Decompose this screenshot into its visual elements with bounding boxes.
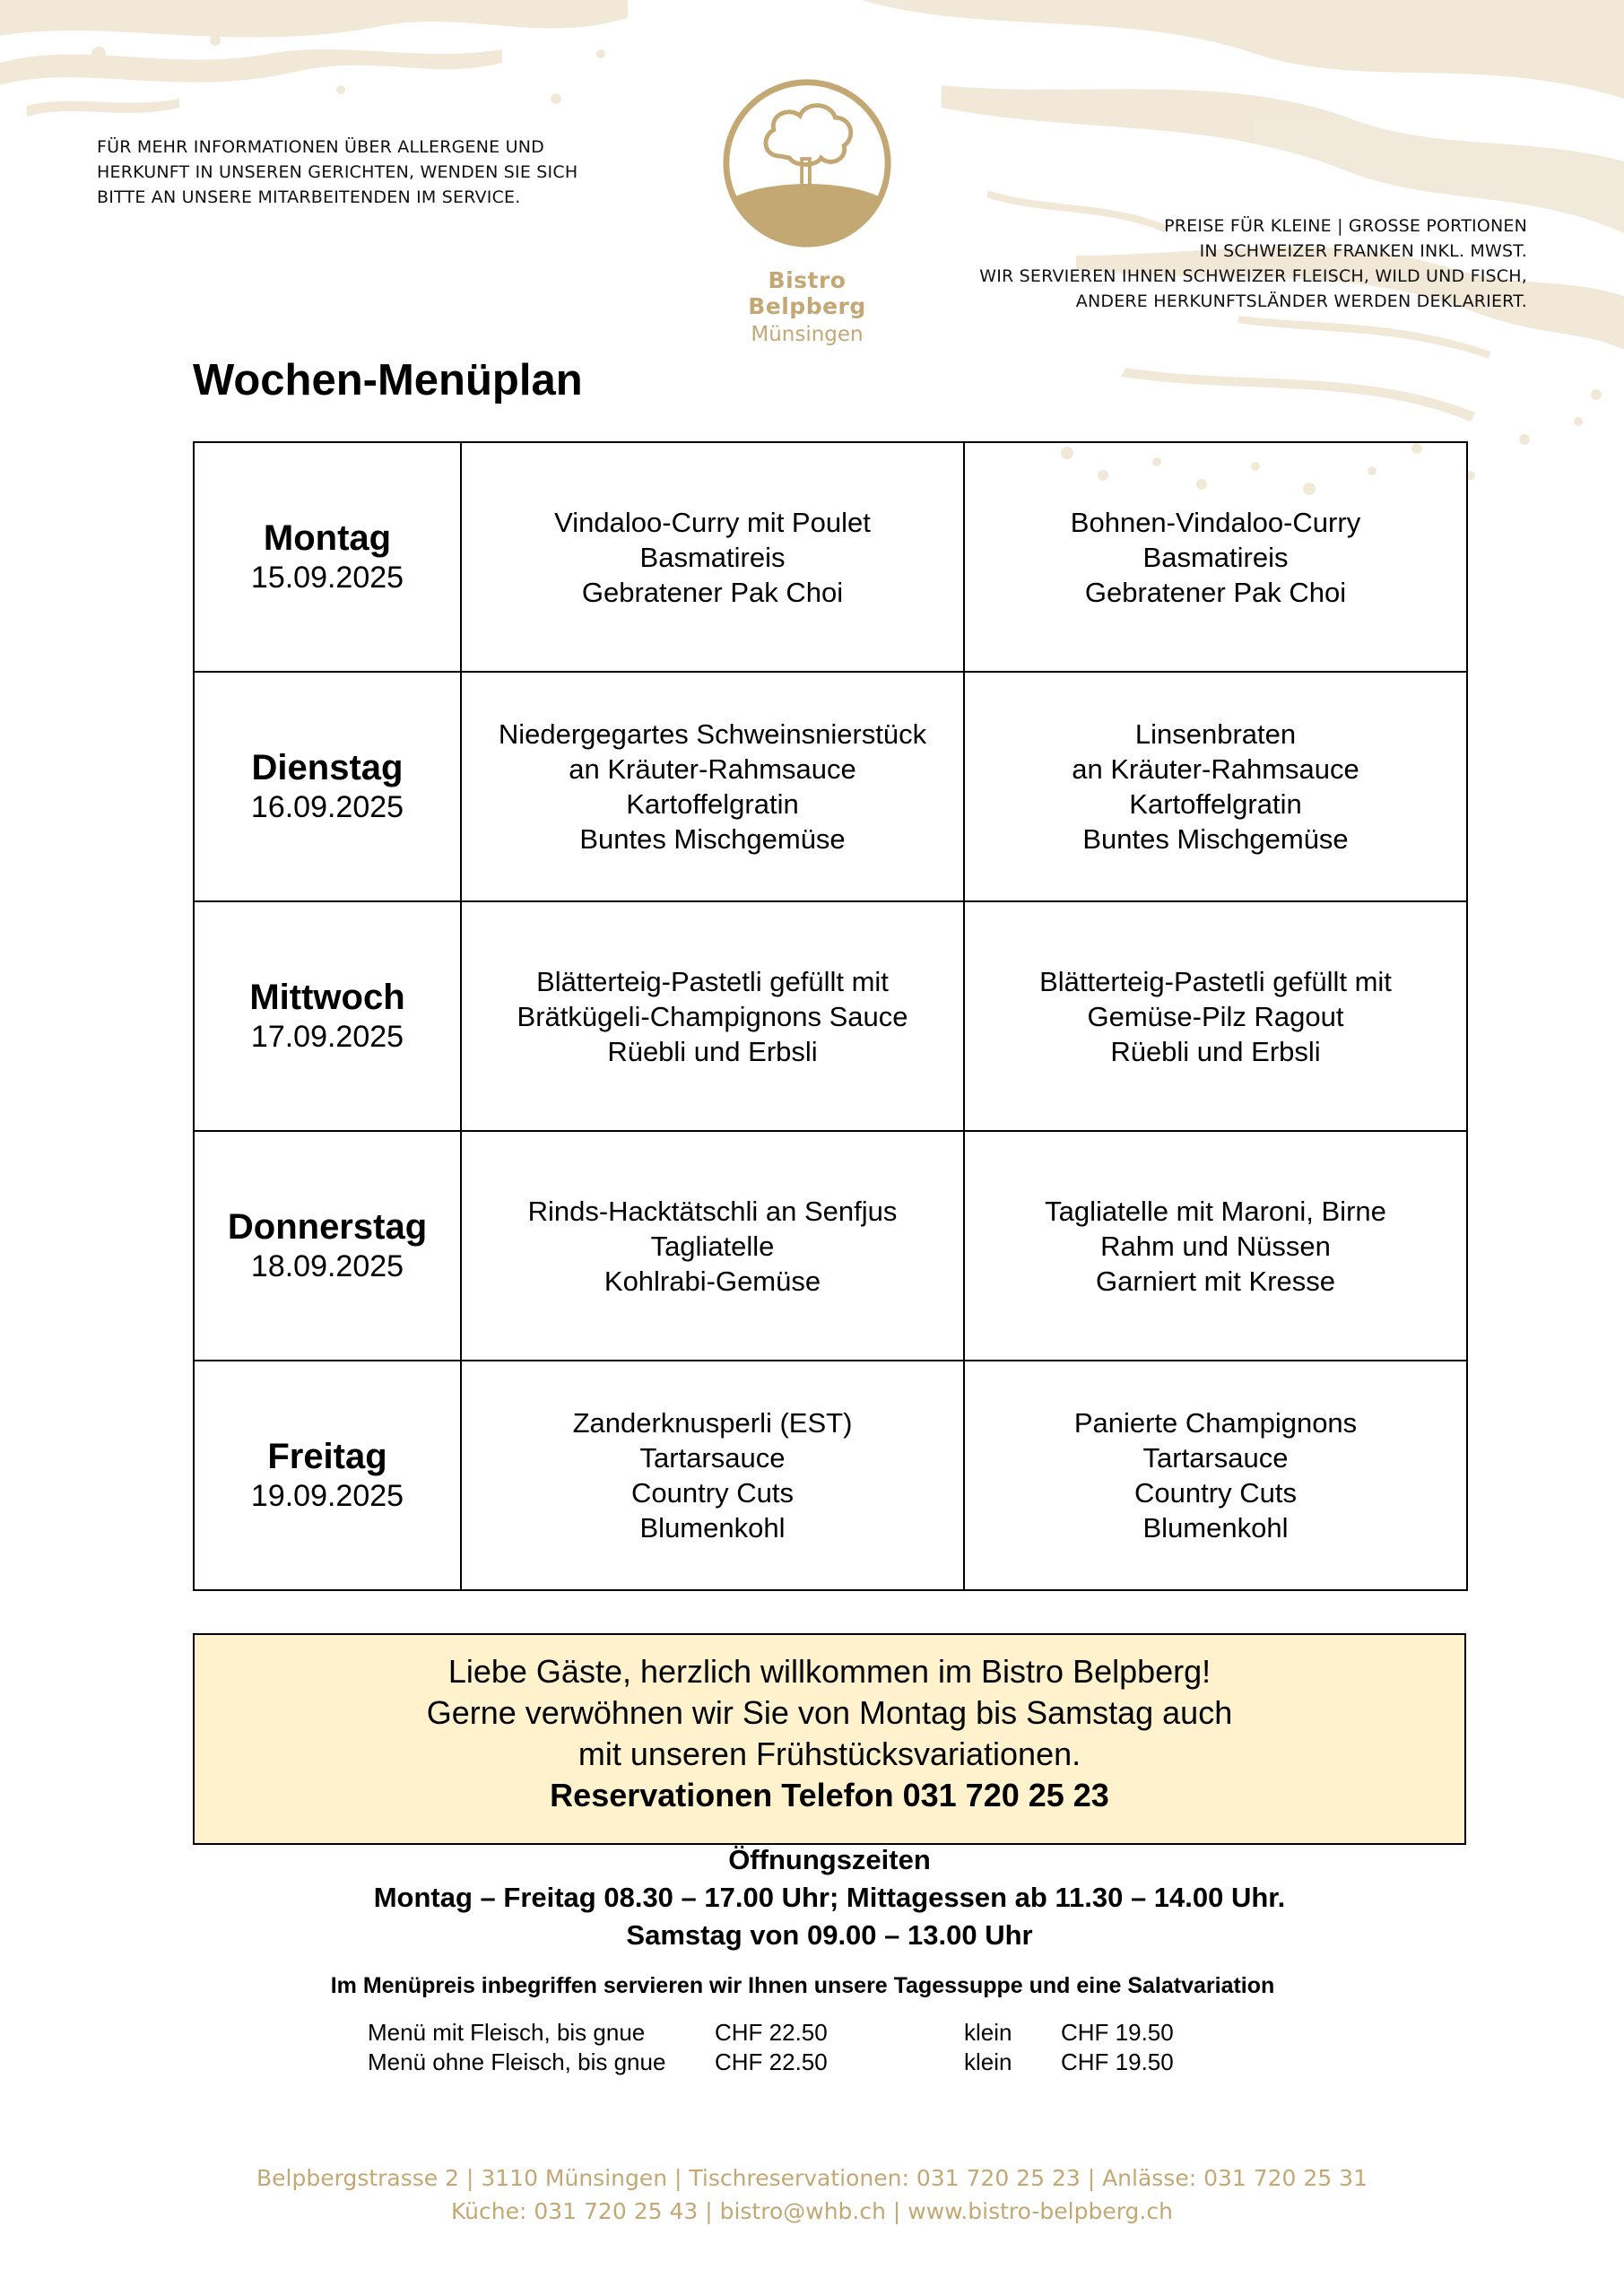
opening-hours-weekdays: Montag – Freitag 08.30 – 17.00 Uhr; Mittagessen ab 11.30 – 14.00 Uhr.: [373, 1882, 1286, 1913]
weekly-menu-table: [193, 441, 1468, 1591]
footer-contact-line: Küche: 031 720 25 43 | bistro@whb.ch | www.bistro-belpberg.ch: [451, 2198, 1173, 2224]
day-cell: [194, 1361, 461, 1590]
footer-contact: [0, 2161, 1624, 2228]
meat-menu-cell: Blätterteig-Pastetli gefüllt mit Brätkügeli-Champignons Sauce Rüebli und Erbsli: [461, 901, 964, 1131]
vegetarian-menu-cell: Linsenbraten an Kräuter-Rahmsauce Kartoffelgratin Buntes Mischgemüse: [964, 672, 1467, 901]
day-name: Freitag: [267, 1437, 387, 1476]
meat-menu-cell: Niedergegartes Schweinsnierstück an Kräuter-Rahmsauce Kartoffelgratin Buntes Mischgemüse: [461, 672, 964, 901]
allergen-note: FÜR MEHR INFORMATIONEN ÜBER ALLERGENE UND HERKUNFT IN UNSEREN GERICHTEN, WENDEN SIE SICH BITTE AN UNSERE MITARBEITENDEN IM SERVICE.: [97, 137, 578, 207]
reservation-phone: Reservationen Telefon 031 720 25 23: [550, 1777, 1109, 1813]
opening-hours-saturday: Samstag von 09.00 – 13.00 Uhr: [626, 1919, 1033, 1951]
day-name: Dienstag: [251, 748, 404, 787]
day-cell: [194, 901, 461, 1131]
day-date: 15.09.2025: [250, 561, 404, 595]
day-cell: [194, 442, 461, 672]
logo-location: Münsingen: [751, 323, 864, 346]
vegetarian-menu-cell: Tagliatelle mit Maroni, Birne Rahm und Nüssen Garniert mit Kresse: [964, 1131, 1467, 1361]
meat-menu-cell: Rinds-Hacktätschli an Senfjus Tagliatelle Kohlrabi-Gemüse: [461, 1131, 964, 1361]
price-row: Menü ohne Fleisch, bis gnue CHF 22.50 klein CHF 19.50: [368, 2048, 1174, 2075]
price-row: Menü mit Fleisch, bis gnue CHF 22.50 klein CHF 19.50: [368, 2019, 1174, 2046]
table-row: [194, 1131, 1467, 1361]
table-row: [194, 442, 1467, 672]
day-name: Montag: [263, 518, 392, 558]
page-title: Wochen-Menüplan: [193, 356, 583, 404]
day-date: 16.09.2025: [250, 790, 404, 824]
table-row: [194, 901, 1467, 1131]
included-note: Im Menüpreis inbegriffen servieren wir Ihnen unsere Tagessuppe und eine Salatvariation: [330, 1973, 1275, 1998]
day-cell: [194, 672, 461, 901]
logo-name: Bistro Belpberg: [748, 267, 866, 319]
opening-hours: [193, 1841, 1466, 1954]
vegetarian-menu-cell: Panierte Champignons Tartarsauce Country Cuts Blumenkohl: [964, 1361, 1467, 1590]
day-cell: [194, 1131, 461, 1361]
price-note: PREISE FÜR KLEINE | GROSSE PORTIONEN IN SCHWEIZER FRANKEN INKL. MWST. WIR SERVIEREN IHNEN SCHWEIZER FLEISCH, WILD UND FISCH, ANDERE HERKUNFTSLÄNDER WERDEN DEKLARIERT.: [979, 216, 1527, 311]
day-date: 18.09.2025: [250, 1249, 404, 1283]
day-date: 19.09.2025: [250, 1479, 404, 1513]
vegetarian-menu-cell: Bohnen-Vindaloo-Curry Basmatireis Gebratener Pak Choi: [964, 442, 1467, 672]
table-row: [194, 672, 1467, 901]
vegetarian-menu-cell: Blätterteig-Pastetli gefüllt mit Gemüse-Pilz Ragout Rüebli und Erbsli: [964, 901, 1467, 1131]
day-date: 17.09.2025: [250, 1020, 404, 1054]
day-name: Donnerstag: [227, 1207, 428, 1247]
meat-menu-cell: Vindaloo-Curry mit Poulet Basmatireis Gebratener Pak Choi: [461, 442, 964, 672]
meat-menu-cell: Zanderknusperli (EST) Tartarsauce Country Cuts Blumenkohl: [461, 1361, 964, 1590]
opening-hours-title: Öffnungszeiten: [728, 1844, 931, 1875]
welcome-box: Liebe Gäste, herzlich willkommen im Bistro Belpberg! Gerne verwöhnen wir Sie von Montag bis Samstag auch mit unseren Frühstücksvariationen. Reservationen Telefon 031 720 25 23: [193, 1633, 1466, 1845]
footer-address-line: Belpbergstrasse 2 | 3110 Münsingen | Tischreservationen: 031 720 25 23 | Anlässe: 031 720 25 31: [256, 2165, 1368, 2191]
price-list: [368, 2018, 1204, 2077]
table-row: [194, 1361, 1467, 1590]
day-name: Mittwoch: [249, 978, 405, 1017]
